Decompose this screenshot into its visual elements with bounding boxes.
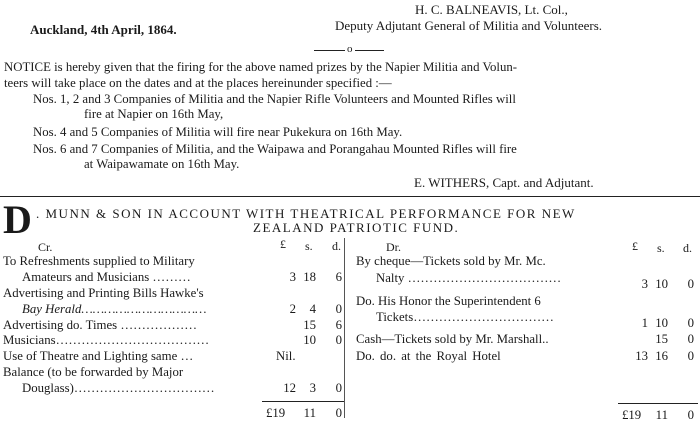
notice-signature: E. WITHERS, Capt. and Adjutant. [414,175,594,190]
notice-line-1: NOTICE is hereby given that the firing for the above named prizes by the Napier Militia and Volun- [4,60,518,74]
credit-shillings: 10 [303,333,316,347]
currency-shilling-header: s. [305,239,313,253]
currency-pence-header: d. [332,239,341,253]
credit-label: Cr. [38,240,53,254]
currency-shilling-header: s. [657,241,665,255]
section-rule [0,196,700,197]
currency-pound-header: £ [280,237,286,251]
credit-pounds: Nil. [276,349,296,363]
account-heading: . MUNN & SON IN ACCOUNT WITH THEATRICAL PERFORMANCE FOR NEW [36,206,576,221]
signatory-name: H. C. BALNEAVIS, Lt. Col., [415,2,568,17]
credit-pounds: 12 [283,381,296,395]
dateline: Auckland, 4th April, 1864. [30,22,177,37]
debit-row: Cash—Tickets sold by Mr. Marshall.. [356,332,549,346]
debit-total-pounds: £19 [622,408,642,422]
credit-pence: 0 [335,302,342,316]
debit-row: Tickets…………………………… [376,310,554,324]
credit-total-pence: 0 [335,406,342,420]
debit-pounds: 13 [635,349,648,363]
debit-pence: 0 [687,277,694,291]
notice-line-2: teers will take place on the dates and at the places hereinunder specified :— [4,76,392,90]
credit-shillings: 3 [309,381,316,395]
debit-shillings: 16 [655,349,668,363]
credit-row: Douglass)…………………………… [22,381,215,395]
total-rule [618,403,698,404]
debit-total-pence: 0 [687,408,694,422]
signatory-title: Deputy Adjutant General of Militia and Volunteers. [335,18,603,33]
credit-row: Advertising and Printing Bills Hawke's [3,286,204,300]
debit-shillings: 10 [655,316,668,330]
debit-shillings: 10 [655,277,668,291]
credit-pence: 0 [335,381,342,395]
account-heading-2: ZEALAND PATRIOTIC FUND. [253,220,460,235]
currency-pence-header: d. [683,241,692,255]
debit-pence: 0 [687,316,694,330]
credit-total-shillings: 11 [303,406,316,420]
credit-pence: 6 [335,270,342,284]
debit-pence: 0 [687,349,694,363]
currency-pound-header: £ [632,239,638,253]
credit-row: Amateurs and Musicians ……… [22,270,191,284]
notice-item: fire at Napier on 16th May, [84,107,224,121]
debit-row: Nalty ……………………………… [376,271,562,285]
separator-mark: o [347,43,353,55]
dropcap: D [3,197,32,242]
notice-item: Nos. 6 and 7 Companies of Militia, and the Waipawa and Porangahau Mounted Rifles will fire [33,142,517,156]
credit-row: Use of Theatre and Lighting same … [3,349,194,363]
credit-shillings: 4 [309,302,316,316]
notice-item: Nos. 4 and 5 Companies of Militia will fire near Pukekura on 16th May. [33,125,403,139]
debit-pounds: 3 [641,277,648,291]
debit-row: Do. do. at the Royal Hotel [356,349,501,363]
debit-pence: 0 [687,332,694,346]
total-rule [262,401,344,402]
section-separator [314,44,384,56]
debit-row: Do. His Honor the Superintendent 6 [356,294,541,308]
credit-pence: 6 [335,318,342,332]
credit-row: Balance (to be forwarded by Major [3,365,184,379]
credit-pence: 0 [335,333,342,347]
debit-row: By cheque—Tickets sold by Mr. Mc. [356,254,546,268]
notice-item: at Waipawamate on 16th May. [84,157,240,171]
credit-row: Bay Herald…………………………… [22,302,207,316]
credit-total-pounds: £19 [266,406,286,420]
credit-row: Advertising do. Times ……………… [3,318,198,332]
credit-row: To Refreshments supplied to Military [3,254,195,268]
credit-pounds: 3 [289,270,296,284]
credit-pounds: 2 [289,302,296,316]
debit-total-shillings: 11 [655,408,668,422]
credit-shillings: 18 [303,270,316,284]
notice-item: Nos. 1, 2 and 3 Companies of Militia and the Napier Rifle Volunteers and Mounted Rifles will [33,92,516,106]
credit-shillings: 15 [303,318,316,332]
debit-label: Dr. [386,240,401,254]
credit-row: Musicians……………………………… [3,333,210,347]
debit-pounds: 1 [641,316,648,330]
column-divider [344,238,345,418]
debit-shillings: 15 [655,332,668,346]
